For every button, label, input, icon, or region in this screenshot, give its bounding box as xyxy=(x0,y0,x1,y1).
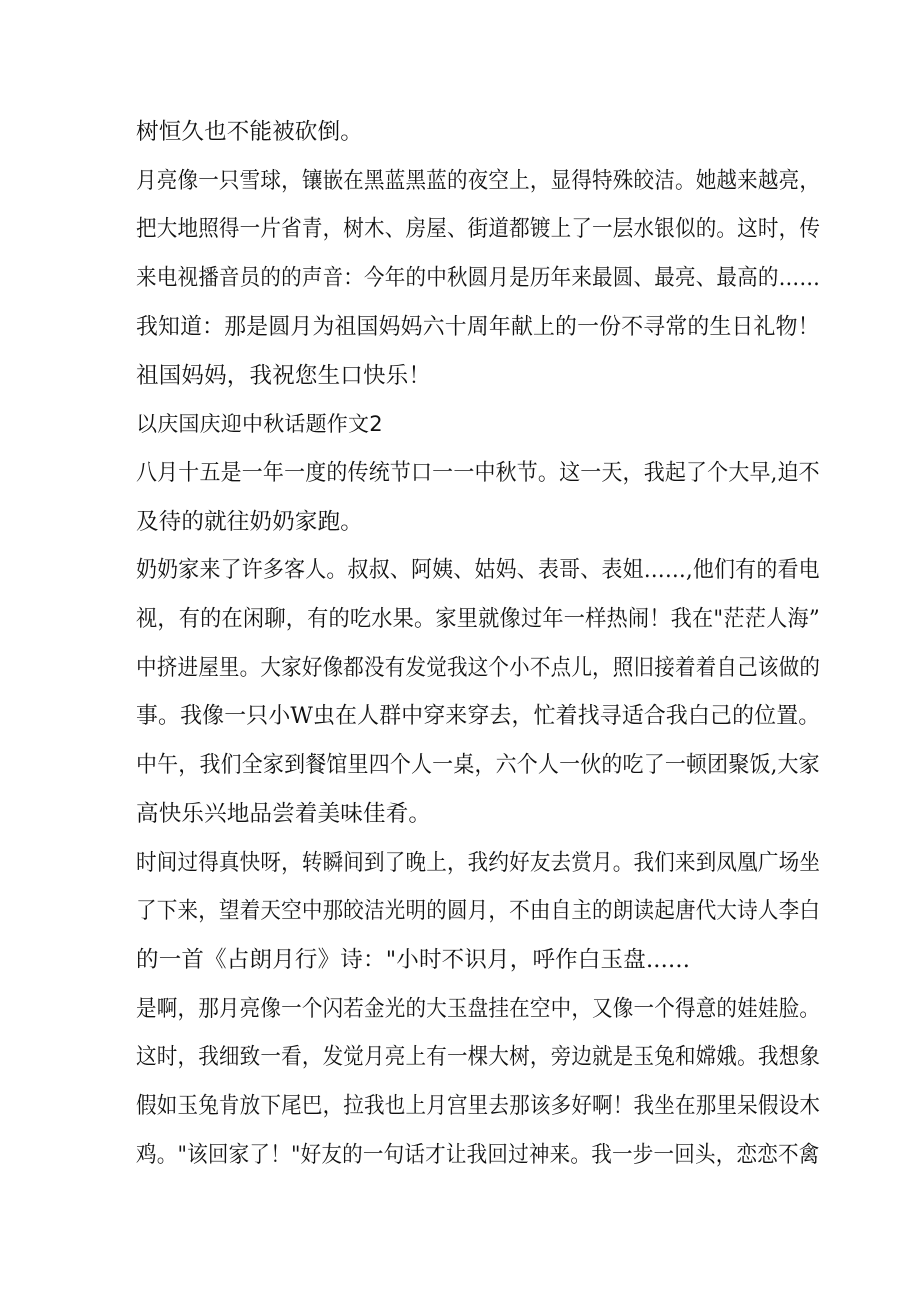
text-line: 了下来，望着天空中那皎洁光明的圆月，不由自主的朗读起唐代大诗人李白 xyxy=(136,898,821,924)
text-line: 祖国妈妈，我祝您生口快乐！ xyxy=(136,363,432,389)
text-line: 我知道：那是圆月为祖国妈妈六十周年献上的一份不寻常的生日礼物！ xyxy=(136,314,820,340)
text-line: 树恒久也不能被砍倒。 xyxy=(136,119,364,145)
text-line: 把大地照得一片省青，树木、房屋、街道都镀上了一层水银似的。这时，传 xyxy=(136,216,821,242)
text-line: 中挤进屋里。大家好像都没有发觉我这个小不点儿，照旧接着着自己该做的 xyxy=(136,655,821,681)
text-line: 时间过得真快呀，转瞬间到了晚上，我约好友去赏月。我们来到凤凰广场坐 xyxy=(136,850,821,876)
text-line: 八月十五是一年一度的传统节口一一中秋节。这一天，我起了个大早,迫不 xyxy=(136,460,820,486)
text-line: 来电视播音员的的声音：今年的中秋圆月是历年来最圆、最亮、最高的…… xyxy=(136,265,821,291)
text-line: 视，有的在闲聊，有的吃水果。家里就像过年一样热闹！我在"茫茫人海” xyxy=(136,606,820,632)
text-line: 的一首《占朗月行》诗："小时不识月，呼作白玉盘...... xyxy=(136,947,691,973)
text-line: 及待的就往奶奶家跑。 xyxy=(136,509,364,535)
text-line: 是啊，那月亮像一个闪若金光的大玉盘挂在空中，又像一个得意的娃娃脸。 xyxy=(136,996,821,1022)
text-line: 奶奶家来了许多客人。叔叔、阿姨、姑妈、表哥、表姐……,他们有的看电 xyxy=(136,557,820,583)
text-line: 月亮像一只雪球，镶嵌在黑蓝黑蓝的夜空上，显得特殊皎洁。她越来越亮， xyxy=(136,168,821,194)
section-title: 以庆国庆迎中秋话题作文2 xyxy=(136,412,383,436)
text-line: 假如玉兔肯放下尾巴，拉我也上月宫里去那该多好啊！我坐在那里呆假设木 xyxy=(136,1093,821,1119)
text-line: 高快乐兴地品尝着美味佳肴。 xyxy=(136,801,432,827)
text-line: 中午，我们全家到餐馆里四个人一桌，六个人一伙的吃了一顿团聚饭,大家 xyxy=(136,752,820,778)
text-line: 这时，我细致一看，发觉月亮上有一棵大树，旁边就是玉兔和嫦娥。我想象 xyxy=(136,1044,821,1070)
text-line: 鸡。"该回家了！"好友的一句话才让我回过神来。我一步一回头，恋恋不禽 xyxy=(136,1142,820,1168)
text-line: 事。我像一只小W虫在人群中穿来穿去，忙着找寻适合我白己的位置。 xyxy=(136,703,821,729)
